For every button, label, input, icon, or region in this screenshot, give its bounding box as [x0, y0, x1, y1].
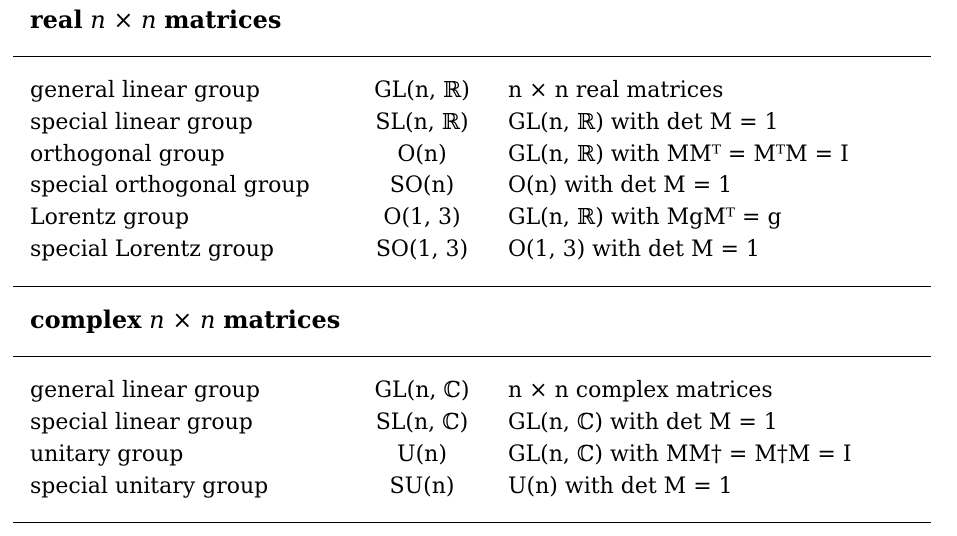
group-symbol: SO(n): [389, 173, 455, 198]
group-name: unitary group: [30, 442, 184, 467]
section-title-word: matrices: [223, 305, 341, 334]
group-description: GL(n, ℝ) with MgMᵀ = g: [508, 205, 782, 230]
group-name: special orthogonal group: [30, 173, 310, 198]
group-description: O(n) with det M = 1: [508, 173, 733, 198]
section-title-complex: [30, 306, 340, 334]
table-rule: [13, 522, 931, 523]
table-row: [0, 202, 957, 234]
group-symbol: O(1, 3): [383, 205, 461, 230]
table-row: [0, 139, 957, 171]
group-symbol: O(n): [397, 142, 447, 167]
section-title-word: complex: [30, 305, 142, 334]
section-title-word: real: [30, 5, 83, 34]
group-name: general linear group: [30, 78, 260, 103]
group-symbol: GL(n, ℝ): [374, 78, 470, 103]
table-row: [0, 471, 957, 503]
table-row: [0, 170, 957, 202]
table-row: [0, 439, 957, 471]
group-symbol: SO(1, 3): [375, 237, 469, 262]
group-name: special Lorentz group: [30, 237, 274, 262]
group-symbol: SL(n, ℝ): [375, 110, 469, 135]
group-symbol: SL(n, ℂ): [375, 410, 469, 435]
group-description: GL(n, ℝ) with det M = 1: [508, 110, 779, 135]
table-rule: [13, 56, 931, 57]
table-row: [0, 375, 957, 407]
group-name: special unitary group: [30, 474, 269, 499]
group-name: general linear group: [30, 378, 260, 403]
table-row: [0, 407, 957, 439]
group-name: Lorentz group: [30, 205, 190, 230]
table-row: [0, 234, 957, 266]
section-title-real: [30, 6, 281, 34]
section-title-word: matrices: [164, 5, 282, 34]
table-row: [0, 107, 957, 139]
group-description: n × n real matrices: [508, 78, 724, 103]
table-rule: [13, 356, 931, 357]
section-title-math: n × n: [90, 6, 157, 34]
group-symbol: U(n): [397, 442, 447, 467]
group-description: GL(n, ℂ) with MM† = M†M = I: [508, 442, 852, 467]
group-symbol: SU(n): [389, 474, 455, 499]
group-description: O(1, 3) with det M = 1: [508, 237, 760, 262]
section-title-math: n × n: [149, 306, 216, 334]
group-description: GL(n, ℂ) with det M = 1: [508, 410, 778, 435]
table-rule: [13, 286, 931, 287]
group-description: n × n complex matrices: [508, 378, 773, 403]
group-description: GL(n, ℝ) with MMᵀ = MᵀM = I: [508, 142, 849, 167]
table-row: [0, 75, 957, 107]
group-name: orthogonal group: [30, 142, 225, 167]
group-symbol: GL(n, ℂ): [374, 378, 470, 403]
group-description: U(n) with det M = 1: [508, 474, 733, 499]
group-name: special linear group: [30, 110, 253, 135]
group-name: special linear group: [30, 410, 253, 435]
